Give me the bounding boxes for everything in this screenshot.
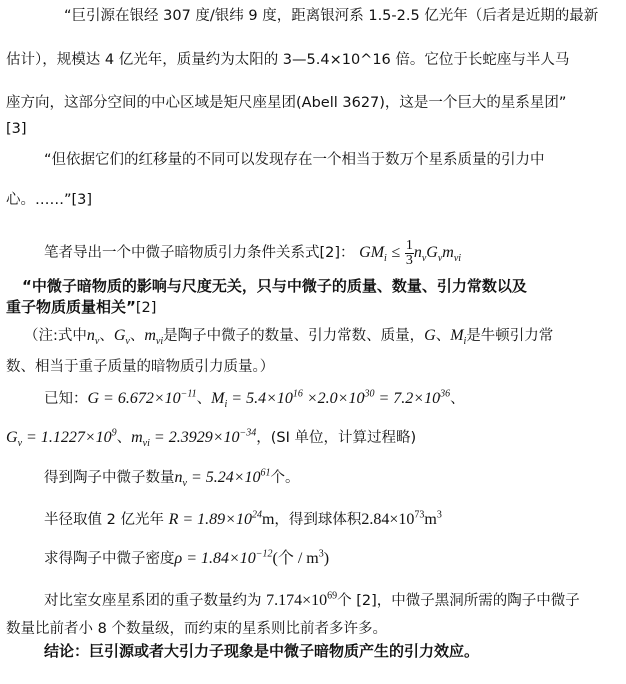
known-line-2: $G_v = 1.1227\times 10^9$、$m_{vi} = 2.3929\times 10^{-34}$，(SI 单位，计算过程略) (6, 427, 417, 450)
formula-rhs: $n_vG_vm_{vi}$ (413, 244, 462, 265)
bold-quote-line-1: “中微子暗物质的影响与尺度无关，只与中微子的质量、数量、引力常数以及 (22, 277, 527, 295)
compare-line-1: 对比室女座星系团的重子数量约为 $7.174\times 10^{69}$个 [2]，中微子黑洞所需的陶子中微子 (44, 590, 580, 609)
quote2-line-2: 心。……”[3] (6, 192, 93, 208)
known-line-1: 已知：$G = 6.672\times 10^{-11}$、$M_i = 5.4\times 10^{16} \times 2.0\times 10^{30} = 7.2\times 10^{36}$、 (44, 388, 465, 411)
compare-line-2: 数量比前者小 8 个数量级，而约束的星系则比前者多许多。 (6, 621, 387, 637)
result-density: 求得陶子中微子密度$\rho = 1.84\times 10^{-12}$(个 / $m^3$) (44, 548, 330, 567)
result-neutrino-count: 得到陶子中微子数量$n_v = 5.24\times 10^{61}$个。 (44, 467, 300, 490)
conclusion: 结论：巨引源或者大引力子现象是中微子暗物质产生的引力效应。 (44, 642, 480, 660)
formula-lhs: $GM_i$ (359, 244, 387, 265)
formula-line (44, 236, 461, 270)
reference-3: [3] (6, 121, 27, 137)
bold-quote-line-2: 重子物质质量相关”[2] (6, 298, 157, 316)
formula-intro: 笔者导出一个中微子暗物质引力条件关系式[2]： (44, 245, 355, 261)
note-line-2: 数、相当于重子质量的暗物质引力质量。） (6, 359, 275, 375)
quote-line-2: 估计），规模达 4 亿光年，质量约为太阳的 3—5.4×10^16 倍。它位于长蛇座与半人马 (6, 52, 570, 68)
formula-fraction: $\frac{1}{3}$ (405, 237, 413, 268)
quote-line-3: 座方向，这部分空间的中心区域是矩尺座星团(Abell 3627)，这是一个巨大的星系星团” (6, 95, 567, 111)
note-line-1: （注:式中$n_v$、$G_v$、$m_{vi}$是陶子中微子的数量、引力常数、质量，G、$M_i$是牛顿引力常 (24, 327, 554, 348)
result-radius-volume: 半径取值 2 亿光年 $R = 1.89\times 10^{24}m$，得到球体积$2.84\times 10^{73}m^3$ (44, 509, 442, 528)
formula-operator: ≤ (391, 244, 401, 261)
quote2-line-1: “但依据它们的红移量的不同可以发现存在一个相当于数万个星系质量的引力中 (44, 152, 545, 168)
quote-line-1: “巨引源在银经 307 度/银纬 9 度，距离银河系 1.5-2.5 亿光年（后者是近期的最新 (64, 8, 599, 24)
